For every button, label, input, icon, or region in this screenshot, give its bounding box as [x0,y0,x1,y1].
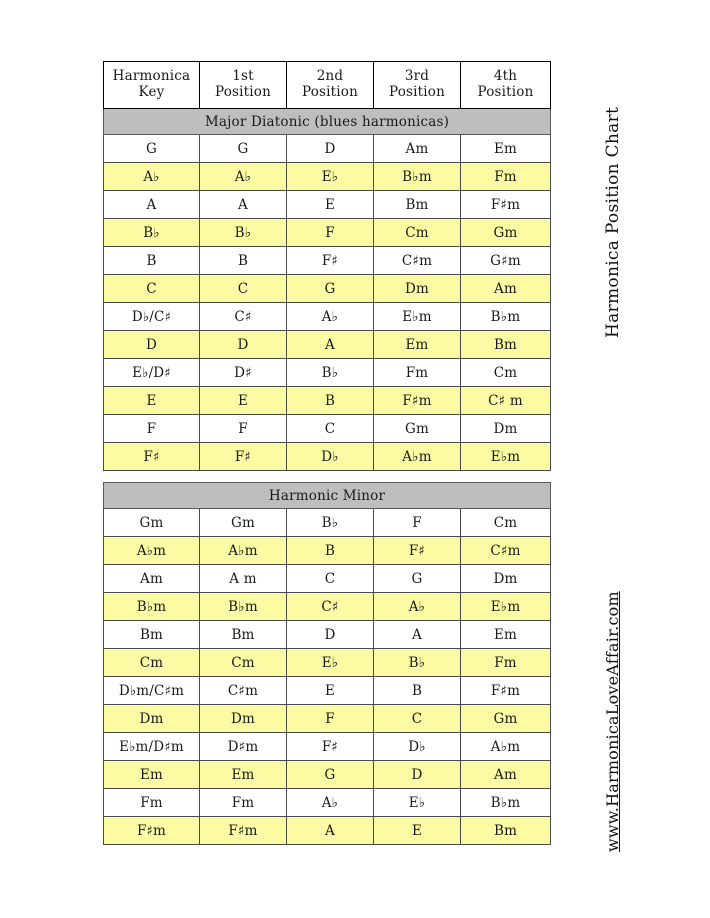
position-3-cell: Gm [374,415,461,443]
position-3-cell: Cm [374,219,461,247]
position-1-cell: D♯m [200,733,287,761]
position-4-cell: E♭m [461,593,551,621]
position-2-cell: C♯ [287,593,374,621]
position-2-cell: G [287,275,374,303]
position-1-cell: Dm [200,705,287,733]
position-1-cell: F♯m [200,817,287,845]
position-2-cell: C [287,565,374,593]
table-row [104,565,551,593]
position-3-cell: D [374,761,461,789]
position-4-cell: Dm [461,415,551,443]
position-4-cell: Dm [461,565,551,593]
harmonica-key-cell: B [104,247,200,275]
position-2-cell: G [287,761,374,789]
column-header-2 [287,62,374,109]
position-4-cell: E♭m [461,443,551,471]
section-banner-row [104,109,551,135]
position-1-cell: C [200,275,287,303]
position-3-cell: G [374,565,461,593]
position-table [103,482,551,845]
harmonica-key-cell: C [104,275,200,303]
harmonica-position-chart [103,61,550,845]
harmonica-key-cell: F [104,415,200,443]
position-3-cell: Bm [374,191,461,219]
position-3-cell: Fm [374,359,461,387]
harmonica-key-cell: Gm [104,509,200,537]
harmonica-key-cell: Cm [104,649,200,677]
position-3-cell: B♭m [374,163,461,191]
position-4-cell: Gm [461,705,551,733]
section-banner-label: Harmonic Minor [104,483,551,509]
position-4-cell: Em [461,135,551,163]
position-3-cell: D♭ [374,733,461,761]
position-1-cell: C♯ [200,303,287,331]
harmonica-key-cell: E♭m/D♯m [104,733,200,761]
position-4-cell: Cm [461,359,551,387]
position-4-cell: C♯ m [461,387,551,415]
table-header-row [104,62,551,109]
position-1-cell: A♭ [200,163,287,191]
position-3-cell: B♭ [374,649,461,677]
table-row [104,247,551,275]
position-1-cell: A m [200,565,287,593]
column-header-line2: Position [477,84,534,100]
harmonica-key-cell: E♭/D♯ [104,359,200,387]
position-2-cell: B [287,537,374,565]
position-4-cell: F♯m [461,191,551,219]
table-row [104,443,551,471]
position-1-cell: Cm [200,649,287,677]
position-1-cell: C♯m [200,677,287,705]
position-4-cell: Am [461,275,551,303]
column-header-line2: Position [388,84,446,100]
column-header-line1: 4th [493,68,518,85]
table-row [104,219,551,247]
table-row [104,191,551,219]
position-3-cell: Dm [374,275,461,303]
position-2-cell: A [287,817,374,845]
position-4-cell: Bm [461,817,551,845]
position-3-cell: A♭m [374,443,461,471]
harmonica-key-cell: B♭ [104,219,200,247]
column-header-line1: 3rd [404,68,430,85]
position-2-cell: F [287,219,374,247]
table-row [104,387,551,415]
position-1-cell: G [200,135,287,163]
position-4-cell: Fm [461,649,551,677]
harmonica-key-cell: F♯ [104,443,200,471]
position-1-cell: E [200,387,287,415]
harmonica-key-cell: A [104,191,200,219]
harmonica-key-cell: A♭ [104,163,200,191]
accidental-glyph: ♯ [146,823,154,839]
accidental-glyph: ♭ [129,683,137,699]
column-header-0 [104,62,200,109]
position-4-cell: C♯m [461,537,551,565]
position-2-cell: F [287,705,374,733]
position-2-cell: D [287,135,374,163]
position-3-cell: F♯m [374,387,461,415]
accidental-glyph: ♭ [129,739,136,755]
table-gap-divider [103,471,550,482]
table-row [104,163,551,191]
position-table [103,61,551,471]
accidental-glyph: ♭ [153,225,160,241]
position-1-cell: Gm [200,509,287,537]
table-row [104,415,551,443]
position-4-cell: B♭m [461,303,551,331]
harmonica-key-cell: Dm [104,705,200,733]
column-header-4 [461,62,551,109]
position-3-cell: A [374,621,461,649]
accidental-glyph: ♯ [153,449,160,465]
column-header-line1: 1st [232,68,254,85]
position-1-cell: B [200,247,287,275]
position-3-cell: F [374,509,461,537]
position-1-cell: A [200,191,287,219]
column-header-line1: 2nd [316,68,344,85]
position-2-cell: E [287,191,374,219]
position-2-cell: D [287,621,374,649]
table-row [104,677,551,705]
accidental-glyph: ♯ [164,739,171,755]
harmonica-key-cell: F♯m [104,817,200,845]
position-1-cell: D [200,331,287,359]
position-3-cell: B [374,677,461,705]
position-2-cell: B [287,387,374,415]
table-row [104,761,551,789]
position-4-cell: Fm [461,163,551,191]
position-1-cell: B♭m [200,593,287,621]
section-banner-label: Major Diatonic (blues harmonicas) [104,109,551,135]
position-3-cell: C♯m [374,247,461,275]
position-1-cell: A♭m [200,537,287,565]
position-4-cell: Cm [461,509,551,537]
position-4-cell: Bm [461,331,551,359]
position-2-cell: E♭ [287,649,374,677]
position-1-cell: F♯ [200,443,287,471]
harmonica-key-cell: A♭m [104,537,200,565]
position-4-cell: A♭m [461,733,551,761]
harmonica-key-cell: B♭m [104,593,200,621]
position-3-cell: E [374,817,461,845]
table-row [104,593,551,621]
position-3-cell: E♭m [374,303,461,331]
side-title-label: Harmonica Position Chart [603,106,623,338]
accidental-glyph: ♭ [153,169,160,185]
website-url-label: www.HarmonicaLoveAffair.com [603,591,622,852]
position-2-cell: D♭ [287,443,374,471]
table-row [104,331,551,359]
position-4-cell: Em [461,621,551,649]
table-row [104,509,551,537]
position-1-cell: Fm [200,789,287,817]
table-row [104,135,551,163]
position-4-cell: G♯m [461,247,551,275]
table-row [104,537,551,565]
position-4-cell: F♯m [461,677,551,705]
column-header-1 [200,62,287,109]
harmonica-key-cell: D♭/C♯ [104,303,200,331]
position-3-cell: A♭ [374,593,461,621]
table-row [104,303,551,331]
accidental-glyph: ♭ [142,365,149,381]
column-header-line2: Key [138,84,165,100]
position-2-cell: E [287,677,374,705]
column-header-3 [374,62,461,109]
position-2-cell: A♭ [287,789,374,817]
column-header-line2: Position [214,84,272,100]
position-2-cell: A♭ [287,303,374,331]
accidental-glyph: ♯ [164,365,171,381]
table-row [104,705,551,733]
position-2-cell: A [287,331,374,359]
column-header-line1: Harmonica [112,68,191,85]
harmonica-key-cell: Em [104,761,200,789]
position-3-cell: C [374,705,461,733]
harmonica-key-cell: Am [104,565,200,593]
position-4-cell: Am [461,761,551,789]
position-2-cell: C [287,415,374,443]
table-row [104,733,551,761]
accidental-glyph: ♯ [164,309,172,325]
position-1-cell: Em [200,761,287,789]
section-banner-row [104,483,551,509]
position-3-cell: E♭ [374,789,461,817]
table-row [104,789,551,817]
harmonica-key-cell: D [104,331,200,359]
accidental-glyph: ♭ [146,599,154,615]
accidental-glyph: ♯ [164,683,172,699]
position-3-cell: Am [374,135,461,163]
position-2-cell: F♯ [287,247,374,275]
harmonica-key-cell: Bm [104,621,200,649]
position-2-cell: E♭ [287,163,374,191]
accidental-glyph: ♭ [142,309,150,325]
accidental-glyph: ♭ [146,543,154,559]
position-2-cell: F♯ [287,733,374,761]
harmonica-key-cell: Fm [104,789,200,817]
harmonica-key-cell: E [104,387,200,415]
position-2-cell: B♭ [287,359,374,387]
position-1-cell: Bm [200,621,287,649]
table-row [104,649,551,677]
table-row [104,817,551,845]
position-4-cell: B♭m [461,789,551,817]
position-3-cell: F♯ [374,537,461,565]
position-3-cell: Em [374,331,461,359]
table-row [104,275,551,303]
column-header-line2: Position [301,84,359,100]
table-row [104,621,551,649]
table-row [104,359,551,387]
position-1-cell: B♭ [200,219,287,247]
position-2-cell: B♭ [287,509,374,537]
position-4-cell: Gm [461,219,551,247]
harmonica-key-cell: G [104,135,200,163]
harmonica-key-cell: D♭m/C♯m [104,677,200,705]
position-1-cell: F [200,415,287,443]
position-1-cell: D♯ [200,359,287,387]
